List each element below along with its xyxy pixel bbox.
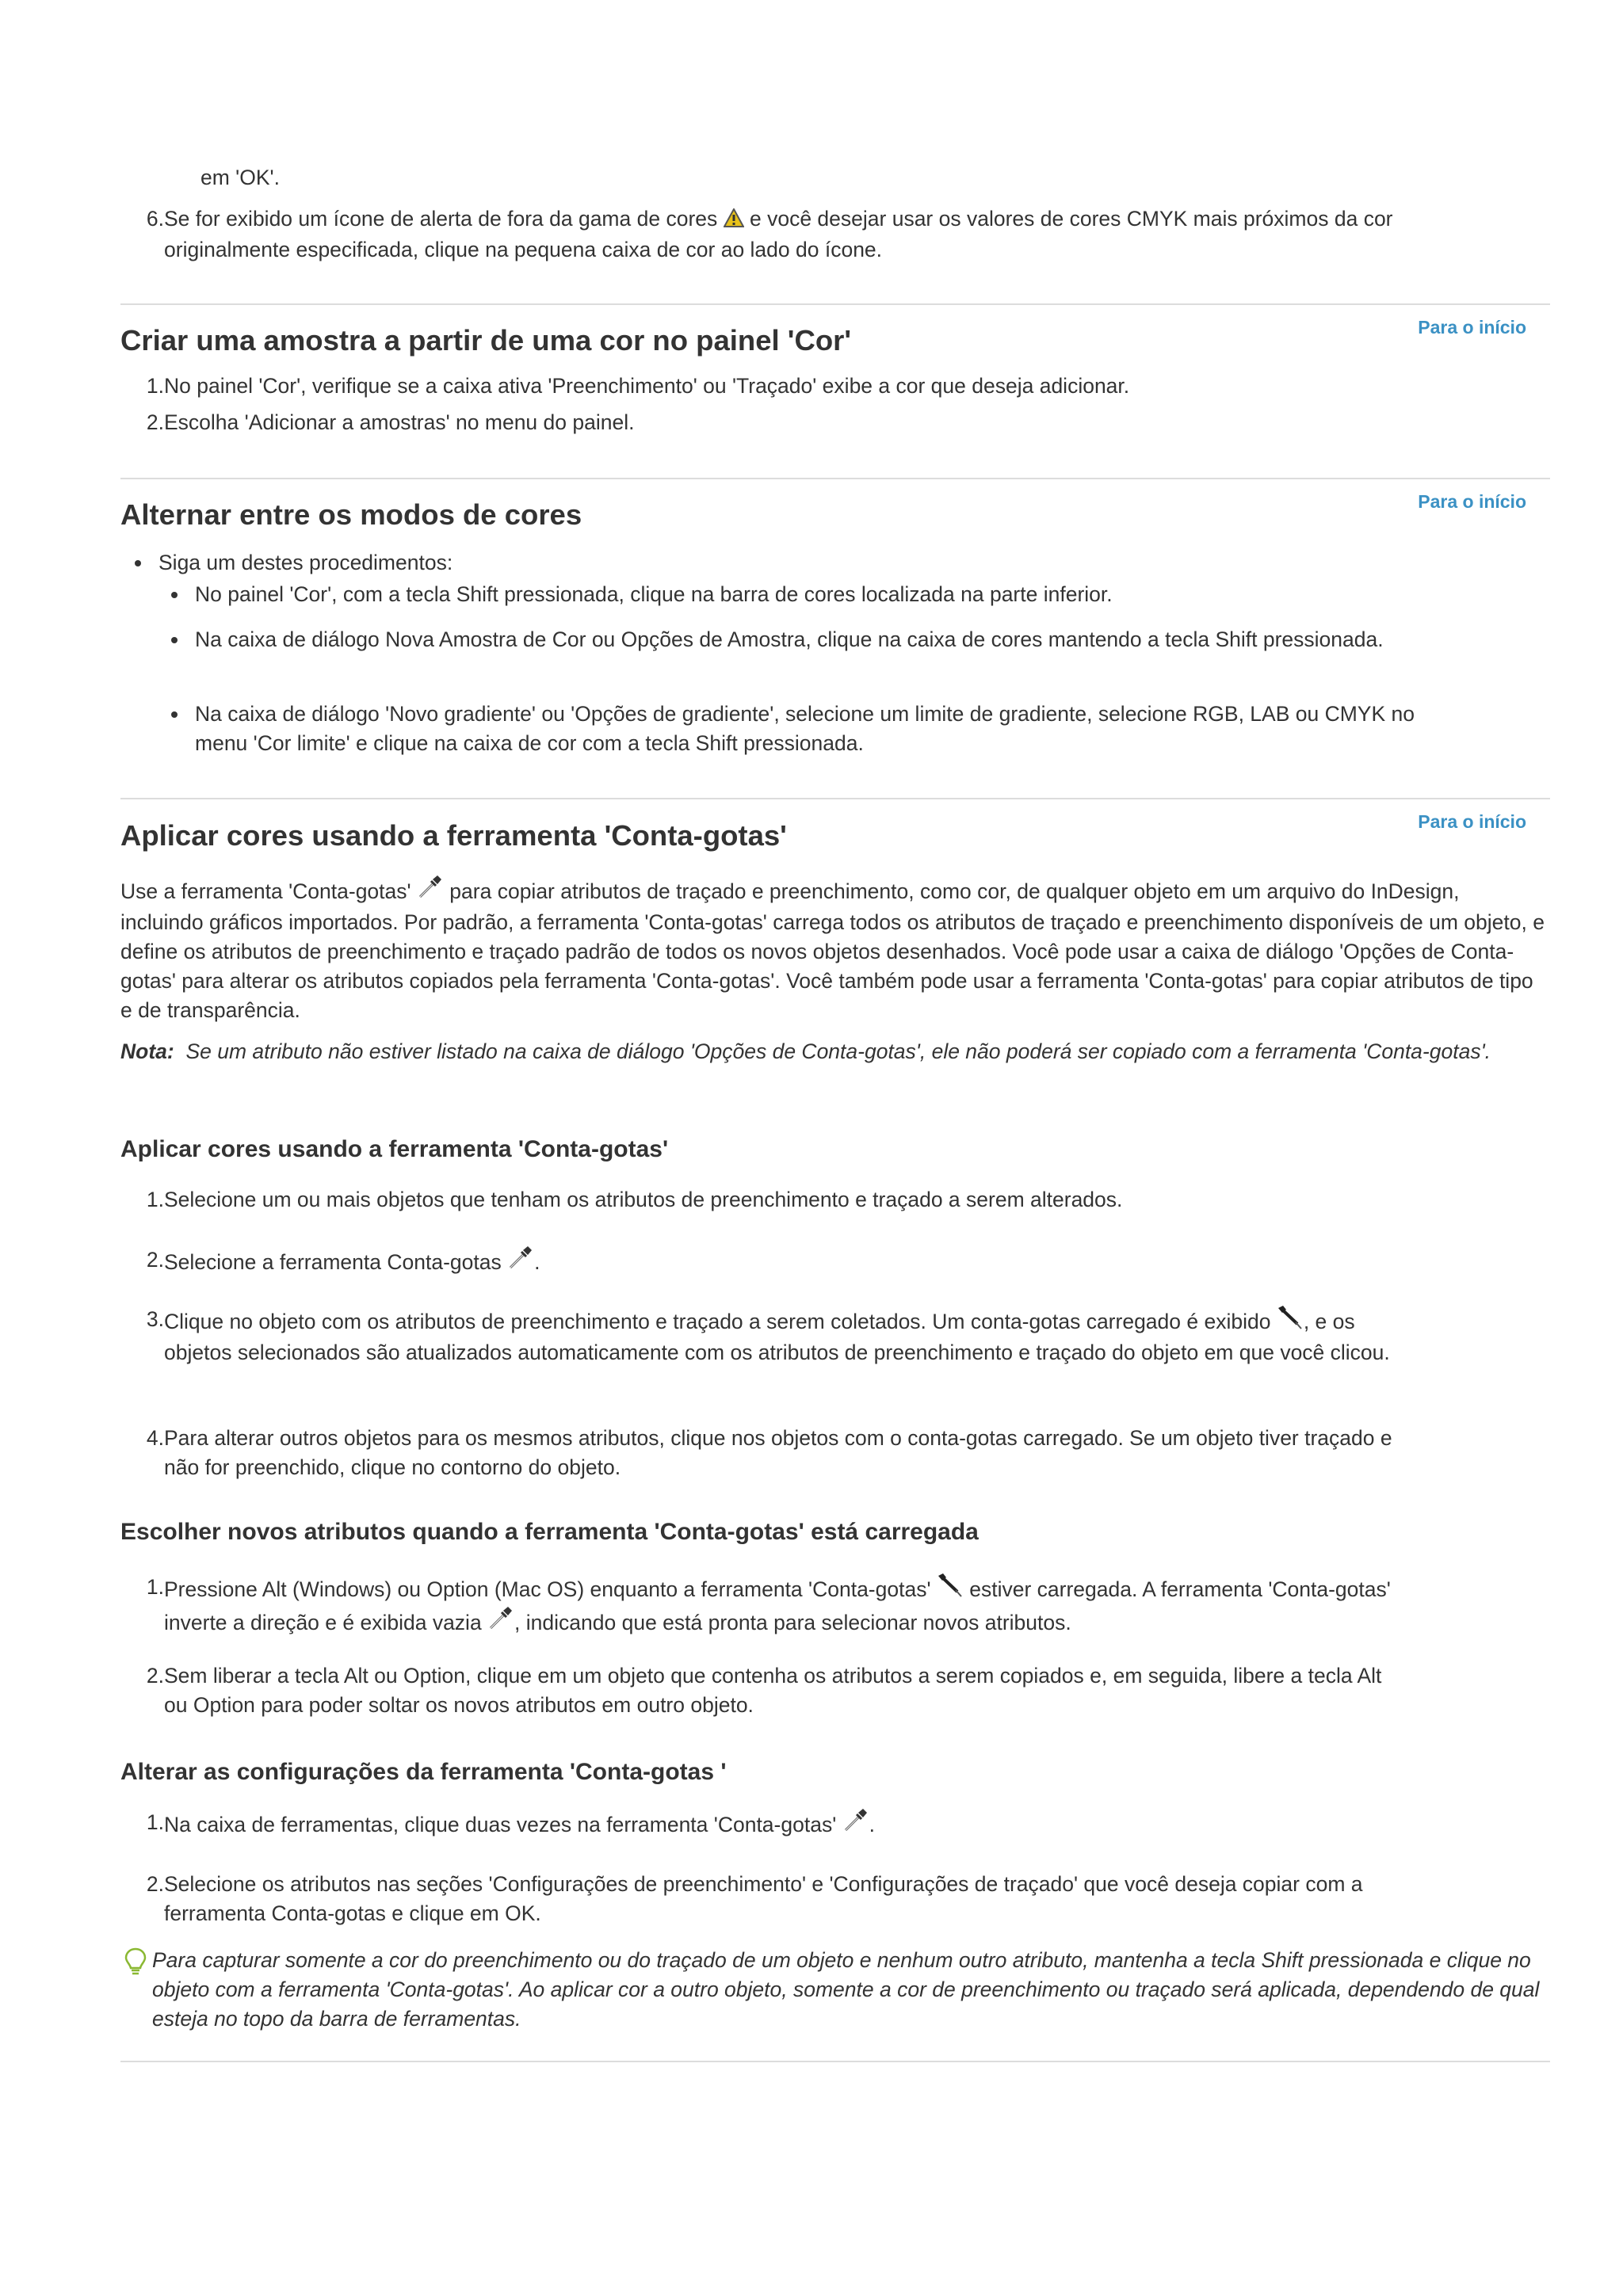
text-segment: , e os objetos selecionados são atualizados automaticamente com os atributos de preenchimento e traçado do objeto em que você clicou. (164, 1310, 1390, 1364)
list-item (120, 1245, 1404, 1279)
tip-text: Para capturar somente a cor do preenchimento ou do traçado de um objeto e nenhum outro atributo, mantenha a tecla Shift pressionada e clique no objeto com a ferramenta 'Conta-gotas'. Ao aplicar cor a outro objeto, somente a cor de preenchimento ou traçado será aplicada, dependendo de qual esteja no topo da barra de ferramentas. (152, 1948, 1540, 2031)
list-number: 1. (146, 1188, 164, 1211)
list-number: 4. (146, 1426, 164, 1450)
list-item-text: Para alterar outros objetos para os mesmos atributos, clique nos objetos com o conta-gotas carregado. Se um objeto tiver traçado e não for preenchido, clique no contorno do objeto. (164, 1426, 1392, 1479)
list-item-text: No painel 'Cor', com a tecla Shift pressionada, clique na barra de cores localizada na parte inferior. (195, 582, 1113, 606)
list-number: 2. (146, 1248, 164, 1272)
bullet-dot (135, 560, 141, 566)
text-segment: . (534, 1250, 540, 1274)
list-number: 2. (146, 1664, 164, 1688)
list-item (120, 1870, 1404, 1928)
list-item-text (164, 1808, 1400, 1841)
section-divider (120, 798, 1550, 799)
continuation-text (200, 163, 1623, 193)
list-item-text: Sem liberar a tecla Alt ou Option, clique em um objeto que contenha os atributos a serem copiados e, em seguida, libere a tecla Alt ou Option para poder soltar os novos atributos em outro objeto. (164, 1664, 1382, 1717)
list-number: 1. (146, 1575, 164, 1599)
note-label: Nota: (120, 1039, 174, 1063)
text-segment: para copiar atributos de traçado e preenchimento, como cor, de qualquer objeto em um arquivo do InDesign, incluindo gráficos importados. Por padrão, a ferramenta 'Conta-gotas' carrega todos os atributos de traçado e preenchimento disponíveis de um objeto, e define os atributos de preenchimento e traçado padrão de todos os novos objetos desenhados. Você pode usar a caixa de diálogo 'Opções de Conta-gotas' para alterar os atributos copiados pela ferramenta 'Conta-gotas'. Você também pode usar a ferramenta 'Conta-gotas' para copiar atributos de tipo e de transparência. (120, 879, 1545, 1022)
section-divider (120, 478, 1550, 479)
text-segment: estiver carregada. A ferramenta 'Conta-gotas' inverte a direção e é exibida vazia (164, 1577, 1391, 1634)
list-item (120, 1424, 1404, 1482)
list-item (171, 580, 1439, 609)
eyedropper-icon (507, 1245, 534, 1279)
list-item-text: Na caixa de diálogo Nova Amostra de Cor ou Opções de Amostra, clique na caixa de cores mantendo a tecla Shift pressionada. (195, 627, 1384, 651)
list-number: 2. (146, 410, 164, 434)
list-item-text: Siga um destes procedimentos: (158, 551, 453, 574)
subsection-title: Aplicar cores usando a ferramenta 'Conta-gotas' (120, 1136, 669, 1162)
list-item (120, 372, 1404, 401)
text-segment: Use a ferramenta 'Conta-gotas' (120, 879, 417, 903)
text-segment: Clique no objeto com os atributos de preenchimento e traçado a serem coletados. Um conta-gotas carregado é exibido (164, 1310, 1277, 1333)
text-segment: Na caixa de ferramentas, clique duas vezes na ferramenta 'Conta-gotas' (164, 1813, 842, 1836)
intro-paragraph (120, 875, 1547, 1025)
eyedropper-icon (417, 875, 444, 908)
list-item-text: Selecione os atributos nas seções 'Configurações de preenchimento' e 'Configurações de traçado' que você deseja copiar com a ferramenta Conta-gotas e clique em OK. (164, 1872, 1363, 1925)
list-item-text (164, 1245, 1400, 1279)
list-item (120, 1661, 1404, 1720)
list-number: 2. (146, 1872, 164, 1896)
list-item-text: No painel 'Cor', verifique se a caixa ativa 'Preenchimento' ou 'Traçado' exibe a cor que deseja adicionar. (164, 374, 1130, 398)
back-to-top-link[interactable]: Para o início (1418, 491, 1526, 512)
note-text: Se um atributo não estiver listado na caixa de diálogo 'Opções de Conta-gotas', ele não poderá ser copiado com a ferramenta 'Conta-gotas'. (185, 1039, 1491, 1063)
lightbulb-icon (124, 1947, 147, 1984)
text-segment: e você desejar usar os valores de cores CMYK mais próximos da cor originalmente especificada, clique na pequena caixa de cor ao lado do ícone. (164, 207, 1393, 261)
loaded-eyedropper-icon (1277, 1305, 1304, 1338)
text-segment: Selecione a ferramenta Conta-gotas (164, 1250, 508, 1274)
loaded-eyedropper-icon (937, 1573, 964, 1606)
list-item (120, 408, 1404, 437)
section-title: Aplicar cores usando a ferramenta 'Conta-gotas' (120, 819, 787, 852)
section-divider (120, 2061, 1550, 2062)
list-item (120, 204, 1404, 265)
list-item (120, 1573, 1404, 1639)
continuation-label: em 'OK'. (200, 166, 280, 189)
list-item (120, 1305, 1404, 1367)
list-item-text: Selecione um ou mais objetos que tenham os atributos de preenchimento e traçado a serem alterados. (164, 1188, 1123, 1211)
section-divider (120, 303, 1550, 305)
list-number: 6. (146, 207, 164, 231)
list-item-text (164, 204, 1400, 265)
text-segment: . (869, 1813, 875, 1836)
bullet-dot (171, 711, 178, 718)
text-segment: Pressione Alt (Windows) ou Option (Mac OS) enquanto a ferramenta 'Conta-gotas' (164, 1577, 937, 1601)
bullet-dot (171, 637, 178, 643)
tip-paragraph (120, 1946, 1547, 2034)
list-number: 1. (146, 1810, 164, 1834)
list-item (120, 1808, 1404, 1841)
text-segment: Se for exibido um ícone de alerta de fora da gama de cores (164, 207, 724, 231)
note-paragraph (120, 1037, 1547, 1066)
subsection-title: Alterar as configurações da ferramenta 'Conta-gotas ' (120, 1759, 727, 1785)
section-title: Alternar entre os modos de cores (120, 498, 582, 531)
back-to-top-link[interactable]: Para o início (1418, 811, 1526, 832)
back-to-top-link[interactable]: Para o início (1418, 317, 1526, 338)
list-item-text: Na caixa de diálogo 'Novo gradiente' ou 'Opções de gradiente', selecione um limite de gradiente, selecione RGB, LAB ou CMYK no menu 'Cor limite' e clique na caixa de cor com a tecla Shift pressionada. (195, 702, 1415, 755)
list-item (171, 625, 1384, 654)
list-item (171, 700, 1423, 758)
section-title: Criar uma amostra a partir de uma cor no painel 'Cor' (120, 324, 851, 357)
bullet-dot (171, 592, 178, 598)
empty-eyedropper-icon (487, 1606, 514, 1639)
list-item-text: Escolha 'Adicionar a amostras' no menu do painel. (164, 410, 635, 434)
list-item (120, 1185, 1404, 1215)
list-item (135, 548, 1529, 578)
warning-triangle-icon (724, 206, 744, 235)
list-number: 1. (146, 374, 164, 398)
list-item-text (164, 1573, 1400, 1639)
eyedropper-icon (842, 1808, 869, 1841)
list-item-text (164, 1305, 1400, 1367)
list-number: 3. (146, 1307, 164, 1331)
text-segment: , indicando que está pronta para selecionar novos atributos. (514, 1611, 1071, 1634)
subsection-title: Escolher novos atributos quando a ferramenta 'Conta-gotas' está carregada (120, 1519, 979, 1545)
